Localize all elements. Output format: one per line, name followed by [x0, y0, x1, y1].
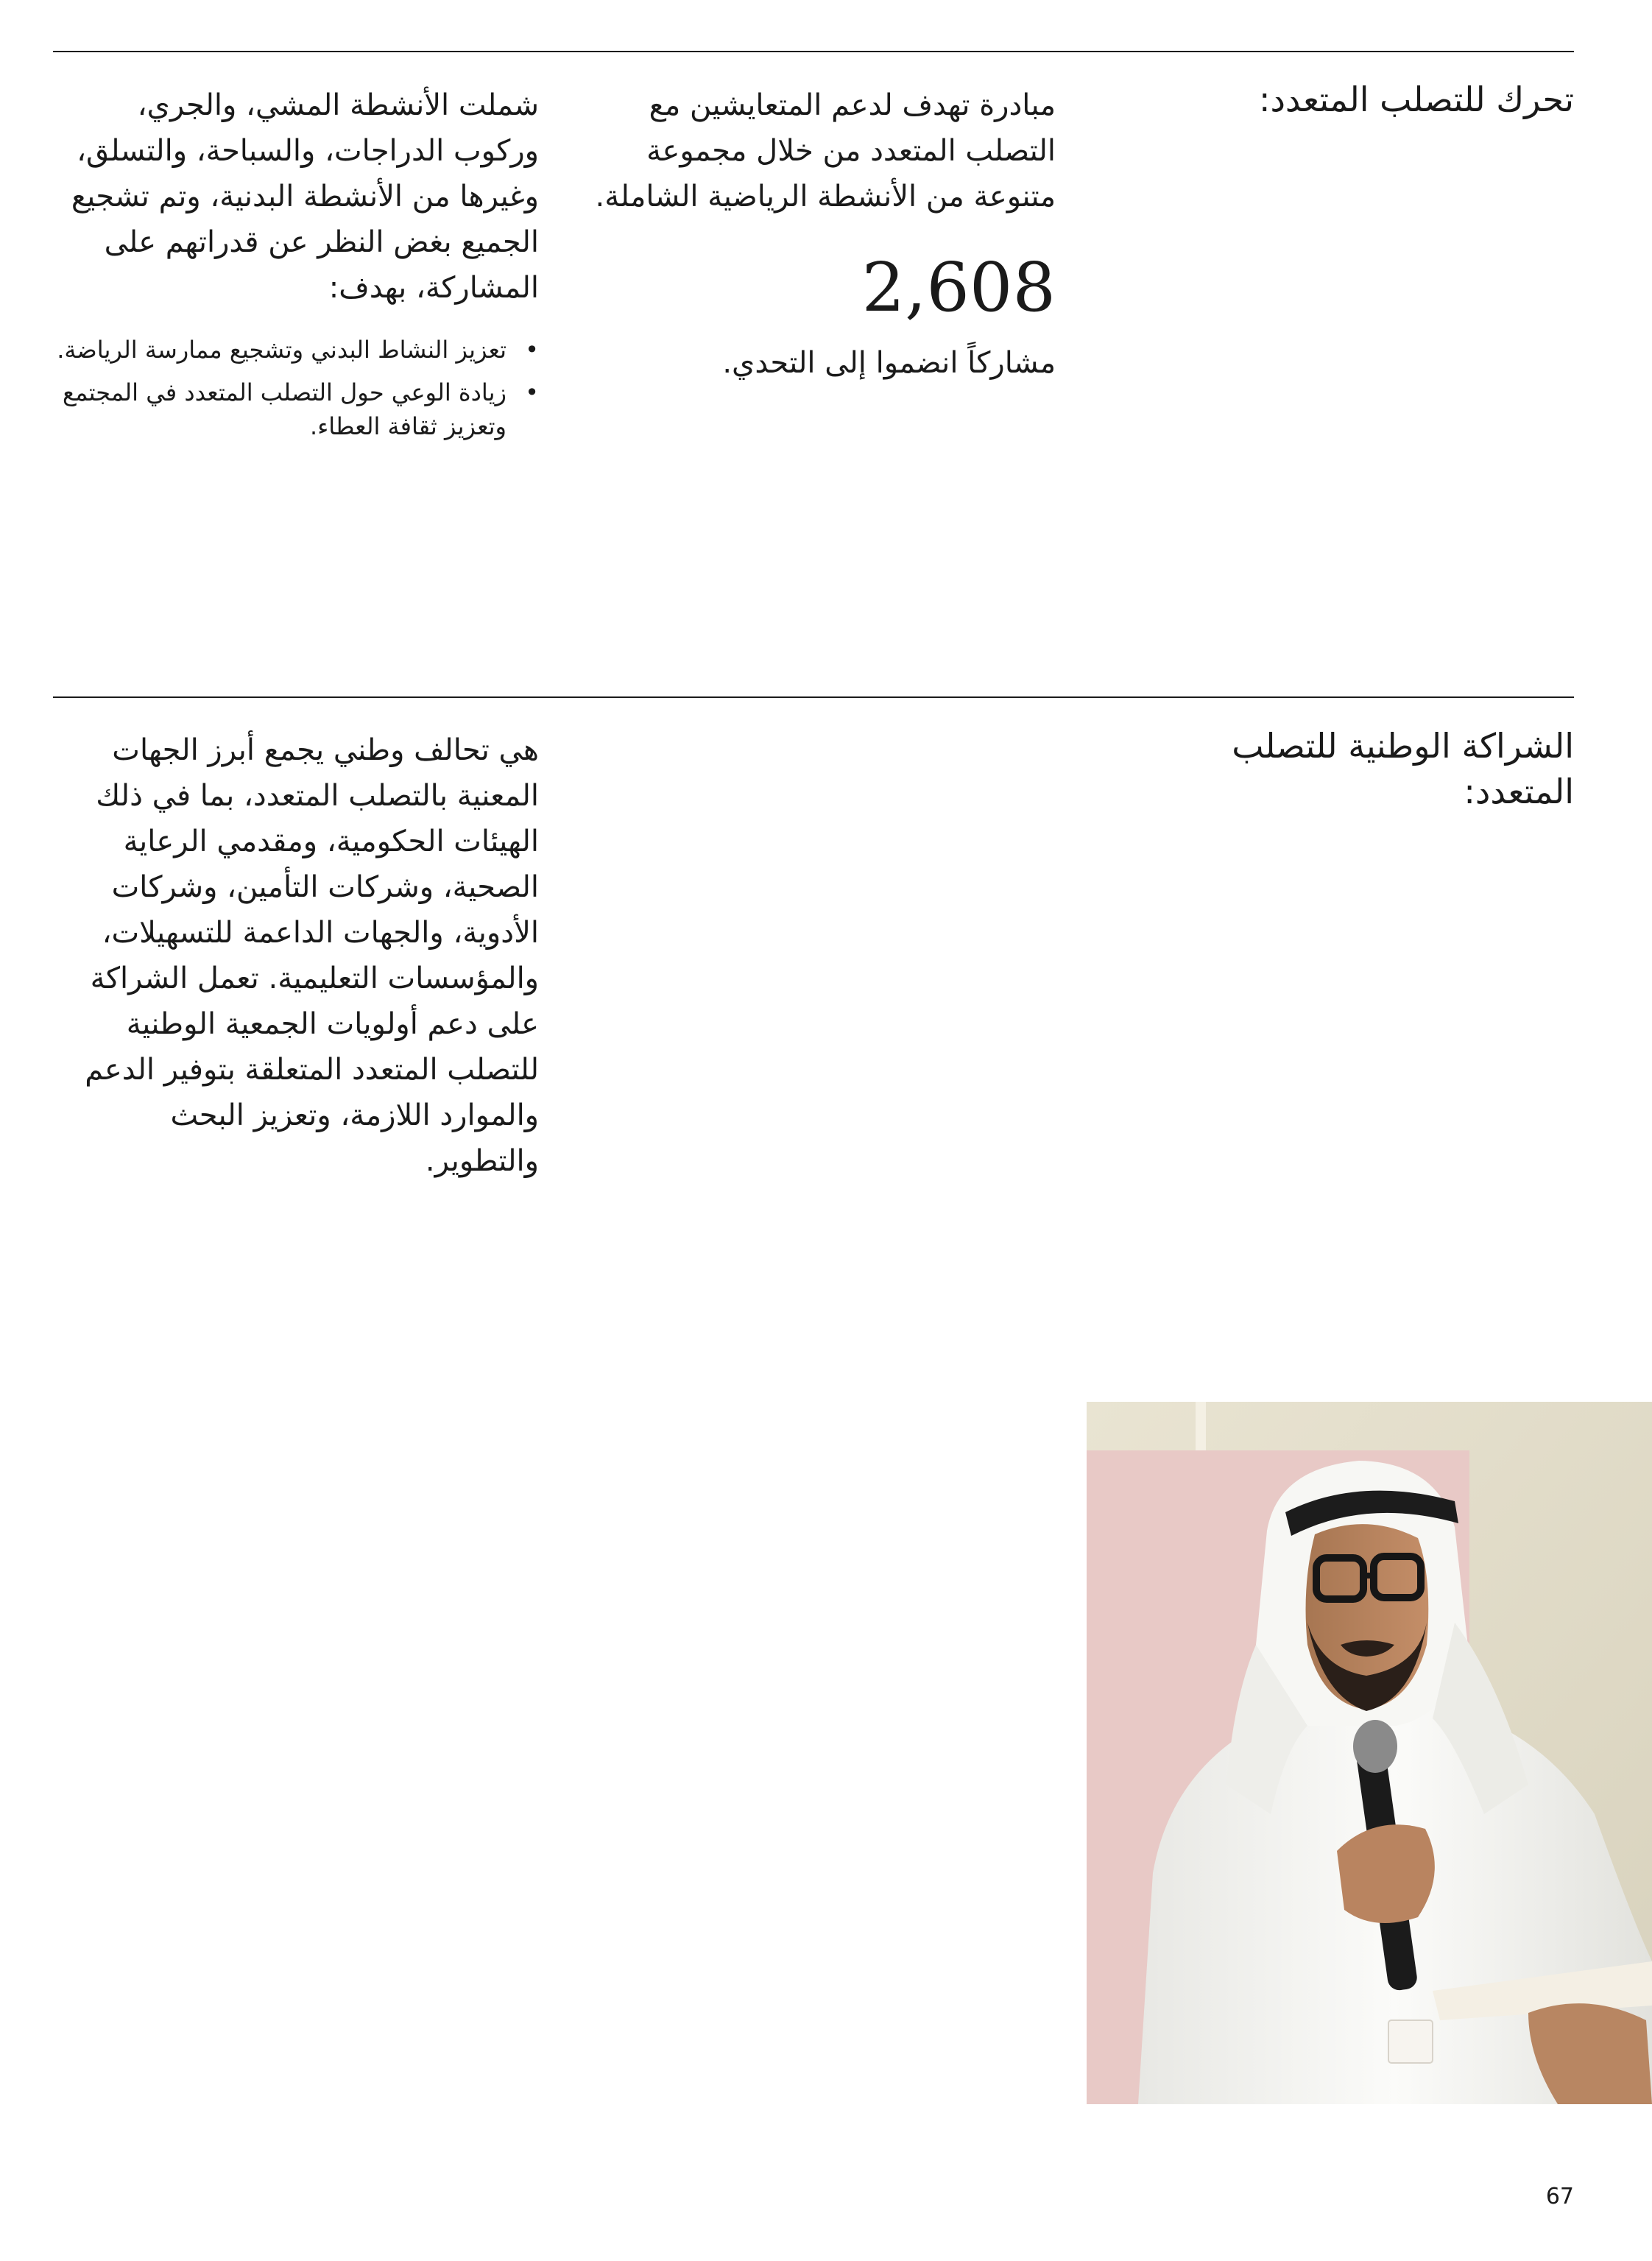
section-divider-top — [53, 51, 1574, 52]
section-divider-middle — [53, 696, 1574, 698]
backdrop-text-line-1: AGING — [973, 1612, 1079, 1646]
speaker-photo — [892, 1402, 1652, 2104]
section-heading-national-partnership: الشراكة الوطنية للتصلب المتعدد: — [1232, 726, 1574, 811]
goal-item: • تعزيز النشاط البدني وتشجيع ممارسة الرياضة. — [53, 333, 539, 367]
partnership-description: هي تحالف وطني يجمع أبرز الجهات المعنية بالتصلب المتعدد، بما في ذلك الهيئات الحكومية، ومقدمي الرعاية الصحية، وشركات التأمين، وشركات الأدوية، والجهات الداعمة للتسهيلات، والمؤسسات التعليمية. تعمل الشراكة على دعم أولويات الجمعية الوطنية للتصلب المتعدد المتعلقة بتوفير الدعم والموارد اللازمة، وتعزيز البحث والتطوير. — [85, 733, 539, 1178]
move-description: مبادرة تهدف لدعم المتعايشين مع التصلب المتعدد من خلال مجموعة متنوعة من الأنشطة الرياضية الشاملة. — [595, 88, 1056, 214]
speaker-photo-illustration — [892, 1402, 1652, 2104]
section-heading-move-for-ms: تحرك للتصلب المتعدد: — [1258, 80, 1574, 119]
goal-item: • زيادة الوعي حول التصلب المتعدد في المجتمع وتعزيز ثقافة العطاء. — [53, 375, 539, 443]
participants-count: 2,608 — [861, 248, 1056, 327]
goals-list — [53, 333, 539, 452]
participants-label: مشاركاً انضموا إلى التحدي. — [722, 346, 1056, 380]
backdrop-text-line-3: UNDRAISIN — [892, 1692, 1079, 1726]
backdrop-text-line-2: ERSHIPS — [938, 1652, 1079, 1686]
page-number: 67 — [1545, 2184, 1574, 2209]
activities-paragraph: شملت الأنشطة المشي، والجري، وركوب الدراجات، والسباحة، والتسلق، وغيرها من الأنشطة البدنية، وتم تشجيع الجميع بغض النظر عن قدراتهم على المشاركة، بهدف: — [71, 88, 539, 305]
